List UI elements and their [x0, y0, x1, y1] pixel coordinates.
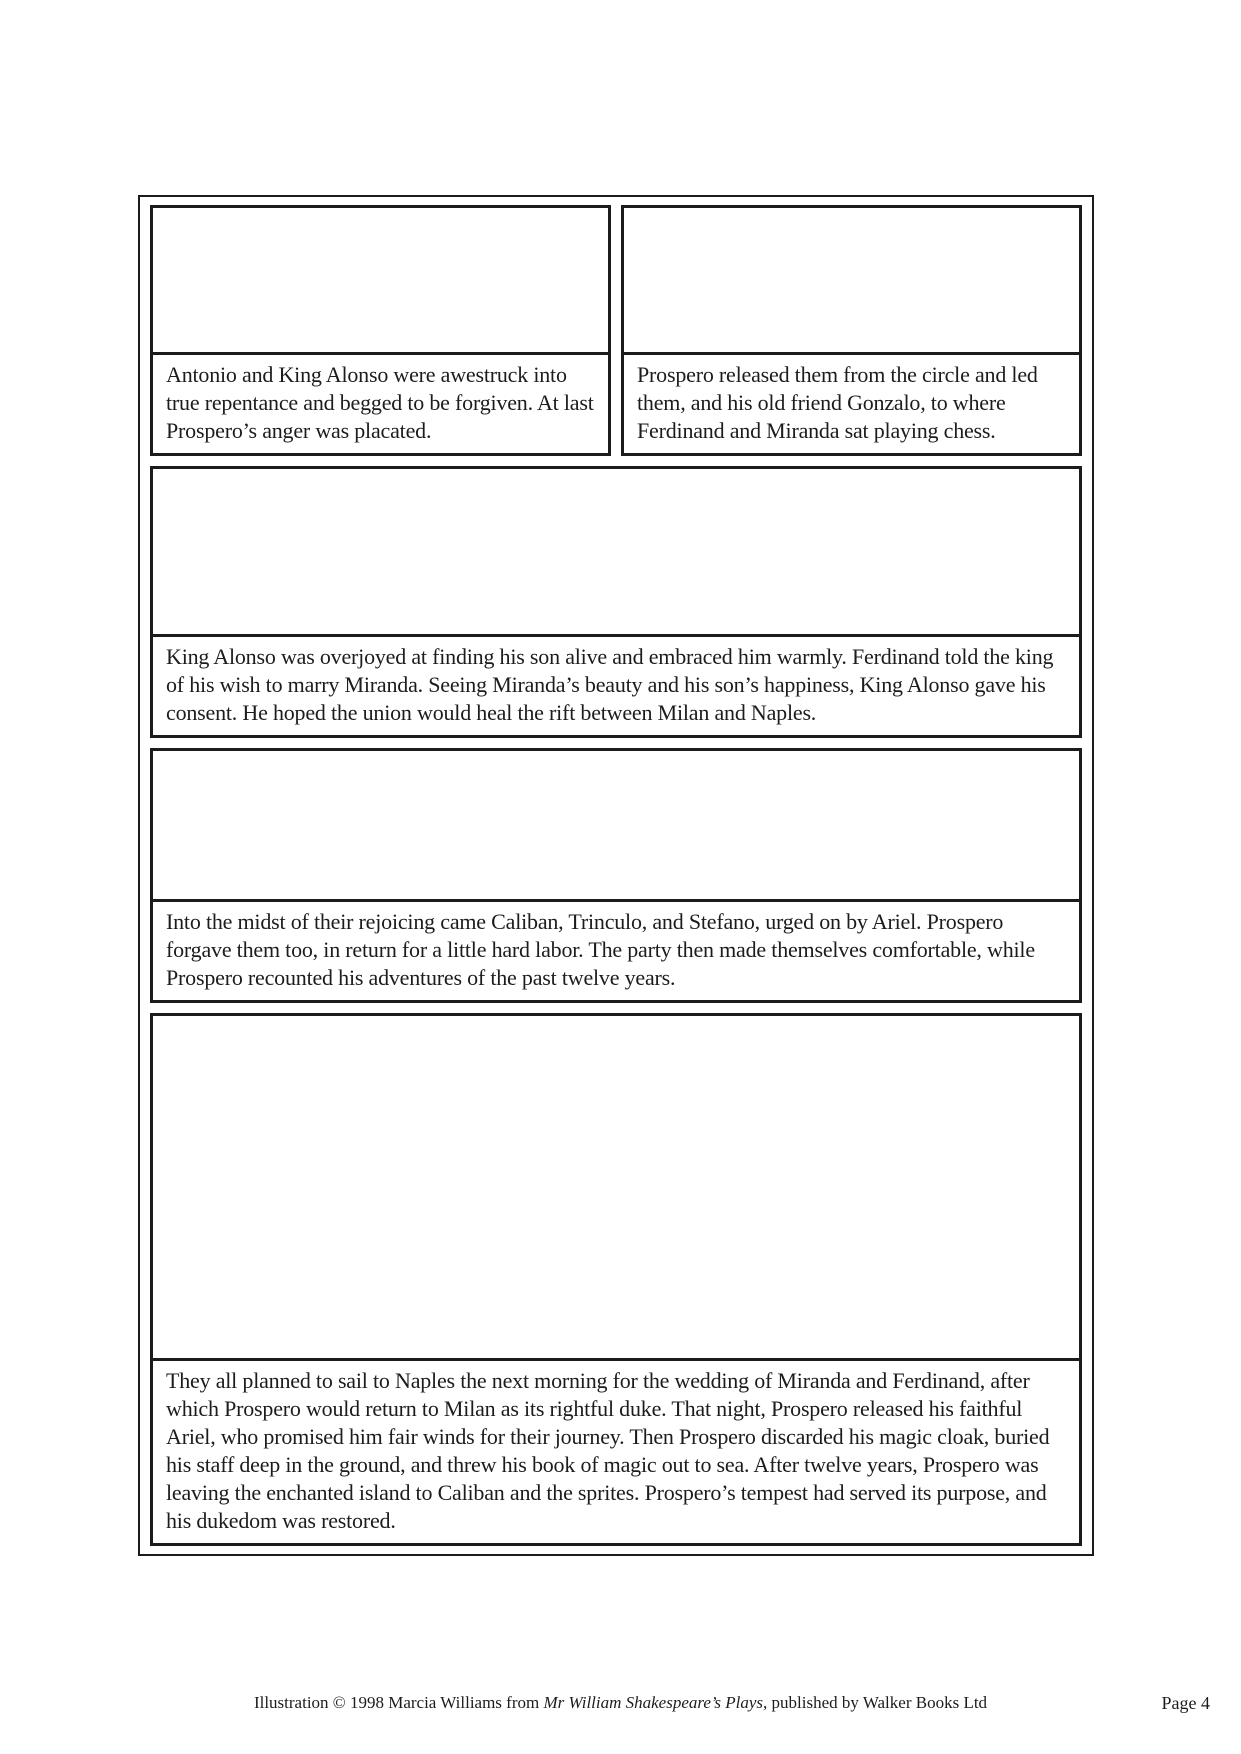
panel-3-illustration-area — [153, 469, 1079, 634]
panel-row-1 — [150, 205, 1082, 456]
page-frame — [138, 195, 1094, 1556]
credit-prefix: Illustration © 1998 Marcia Williams from — [253, 1693, 544, 1712]
panel-5-caption: They all planned to sail to Naples the next morning for the wedding of Miranda and Ferdinand, after which Prospero would return to Milan as its rightful duke. That night, Prospero released his faithful Ariel, who promised him fair winds for their journey. Then Prospero discarded his magic cloak, buried his staff deep in the ground, and threw his book of magic out to sea. After twelve years, Prospero was leaving the enchanted island to Caliban and the sprites. Prospero’s tempest had served its purpose, and his dukedom was restored. — [153, 1358, 1079, 1543]
page-footer — [0, 1688, 1241, 1718]
comic-panel-1 — [150, 205, 611, 456]
comic-panel-4 — [150, 748, 1082, 1003]
copyright-credit — [0, 1688, 1241, 1718]
panel-1-illustration-area — [153, 208, 608, 352]
comic-panel-5 — [150, 1013, 1082, 1546]
panel-1-caption: Antonio and King Alonso were awestruck into true repentance and begged to be forgiven. At last Prospero’s anger was placated. — [153, 352, 608, 453]
comic-panel-2 — [621, 205, 1082, 456]
panel-4-caption: Into the midst of their rejoicing came Caliban, Trinculo, and Stefano, urged on by Ariel. Prospero forgave them too, in return for a little hard labor. The party then made themselves comfortable, while Prospero recounted his adventures of the past twelve years. — [153, 899, 1079, 1000]
panel-2-illustration-area — [624, 208, 1079, 352]
panel-3-caption: King Alonso was overjoyed at finding his son alive and embraced him warmly. Ferdinand told the king of his wish to marry Miranda. Seeing Miranda’s beauty and his son’s happiness, King Alonso gave his consent. He hoped the union would heal the rift between Milan and Naples. — [153, 634, 1079, 735]
credit-book-title: Mr William Shakespeare’s Plays — [543, 1693, 764, 1712]
panel-5-illustration-area — [153, 1016, 1079, 1358]
credit-suffix: , published by Walker Books Ltd — [763, 1693, 988, 1712]
comic-panel-3 — [150, 466, 1082, 738]
panel-4-illustration-area — [153, 751, 1079, 899]
page-number: Page 4 — [1161, 1693, 1210, 1713]
panel-2-caption: Prospero released them from the circle and led them, and his old friend Gonzalo, to where Ferdinand and Miranda sat playing chess. — [624, 352, 1079, 453]
